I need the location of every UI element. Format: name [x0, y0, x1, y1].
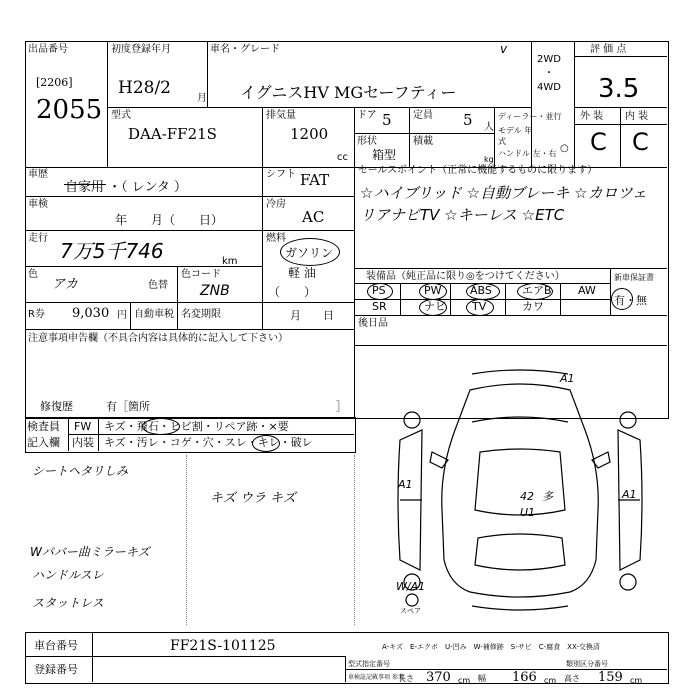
first-reg-label: 初度登録年月 [111, 44, 171, 55]
class-label: 類別区分番号 [566, 660, 608, 668]
color-change-label: 色替 [148, 280, 168, 291]
tax-label: 自動車税 [134, 309, 174, 320]
equip-tv-circle [466, 299, 494, 316]
shift-label: シフト [266, 169, 296, 180]
ref-label: 車検証記載事項 参考 [348, 674, 404, 681]
displacement-value: 1200 [290, 125, 329, 143]
inspector-row1-label: 検査員 [27, 420, 60, 433]
notes-label: 注意事項申告欄（不具合内容は具体的に記入して下さい） [28, 333, 288, 344]
delivery-label: 後日品 [358, 318, 388, 329]
exterior-label: 外 装 [580, 111, 604, 122]
height-label: 高さ [564, 674, 580, 683]
center-note: キズ ウラ キズ [210, 491, 296, 506]
diagram-label-a1-rear: A1 [560, 372, 575, 385]
exterior-grade: C [590, 128, 607, 156]
in-label: 内装 [72, 436, 94, 449]
lot-code: [2206] [36, 76, 73, 89]
car-damage-diagram [360, 360, 680, 620]
load-unit: kg [484, 155, 494, 164]
model-year-label: モデル 年式 [498, 126, 533, 146]
warranty-label: 新車保証書 [614, 273, 654, 282]
height-value: 159 [598, 670, 623, 685]
inspector-note-3: ハンドルスレ [32, 568, 104, 582]
color-code-label: 色コード [181, 269, 221, 280]
history-value: 自家用 ・（ レンタ ） [65, 180, 188, 195]
displacement-unit: cc [337, 152, 348, 163]
equip-tv: TV [472, 300, 487, 313]
history-strike [64, 184, 106, 185]
capacity-unit: 人 [484, 122, 494, 133]
equip-abs-circle [466, 283, 500, 300]
inspection-value: 年 月（ 日） [115, 213, 224, 227]
equip-navi: ナビ [424, 300, 446, 313]
color-value: アカ [52, 277, 78, 292]
inspector-note-2: Wパバー曲ミラーキズ [30, 545, 150, 559]
first-reg-value: H28/2 [118, 78, 172, 98]
score-label: 評 価 点 [590, 44, 627, 55]
in-items: キズ・汚レ・コゲ・穴・スレ・キレ・破レ [104, 436, 313, 449]
width-value: 166 [512, 670, 537, 685]
warranty-circle [611, 288, 633, 310]
fw-label: FW [74, 420, 92, 433]
car-name-mark: v [500, 42, 508, 56]
equipment-label: 装備品（純正品に限り◎をつけてください） [366, 271, 565, 282]
equip-aw: AW [578, 284, 596, 297]
chassis-label: 車台番号 [34, 639, 78, 652]
damage-legend: A-キズ E-エクボ U-凹み W-補修跡 S-サビ C-腐食 XX-交換済 [382, 643, 600, 651]
tax-period-value: 月 日 [290, 309, 334, 322]
diagram-label-wa1: W/A1 [396, 580, 426, 593]
interior-label: 内 装 [625, 111, 649, 122]
shape-value: 箱型 [372, 148, 397, 162]
fuel-gas-circle [280, 238, 340, 266]
doors-value: 5 [382, 111, 392, 129]
fw-items: キズ・飛石・ヒビ割・リペア跡・×要 [104, 420, 289, 433]
history-label: 車歴 [28, 169, 48, 180]
repair-label: 修復歴 [40, 400, 73, 413]
equip-leather: カワ [522, 300, 544, 313]
inspector-note-1: シートヘタリしみ [32, 464, 129, 478]
inspector-row2-label: 記入欄 [27, 436, 60, 449]
capacity-label: 定員 [413, 110, 433, 121]
mileage-unit: km [222, 256, 238, 267]
selling-points-line1: ☆ハイブリッド ☆自動ブレーキ ☆カロツェ [360, 184, 648, 202]
repair-close: ］ [336, 400, 347, 413]
selling-points-label: セールスポイント（正常に機能するものに限ります） [358, 165, 598, 176]
recycle-unit: 円 [117, 310, 127, 321]
score-value: 3.5 [598, 74, 640, 104]
interior-grade: C [632, 128, 649, 156]
tax-period-label: 名変期限 [181, 309, 221, 320]
fuel-gas: ガソリン [285, 246, 334, 260]
equip-abs: ABS [470, 284, 492, 297]
mileage-value: 7万5千746 [60, 239, 164, 263]
inspector-note-4: スタットレス [32, 596, 104, 610]
drive-4wd: 4WD [537, 82, 561, 93]
width-unit: cm [544, 676, 557, 685]
dealer-label: ディーラー・並行 [498, 112, 562, 121]
length-value: 370 [426, 670, 451, 685]
equip-ps: PS [372, 284, 386, 297]
chassis-value: FF21S-101125 [170, 638, 276, 654]
model-value: DAA-FF21S [128, 125, 217, 143]
fw-mark-circle [142, 418, 180, 435]
ac-value: AC [302, 208, 325, 226]
capacity-value: 5 [463, 111, 473, 129]
equip-airbag-circle [517, 283, 553, 300]
load-label: 積載 [413, 136, 433, 147]
diagram-label-42: 42 [520, 490, 534, 503]
repair-value: 有［箇所 [106, 400, 150, 413]
color-label: 色 [28, 269, 38, 280]
fuel-paren: （ ） [268, 285, 317, 299]
fuel-diesel: 軽 油 [288, 266, 316, 280]
lot-number: 2055 [36, 95, 103, 125]
color-code-value: ZNB [200, 283, 230, 299]
equip-ps-circle [367, 283, 393, 300]
width-label: 幅 [478, 674, 486, 683]
type-cert-label: 型式指定番号 [348, 660, 390, 668]
length-label: 長さ [398, 674, 414, 683]
selling-points-line2: リアナビTV ☆キーレス ☆ETC [360, 206, 565, 224]
diagram-label-a1-right: A1 [622, 488, 637, 501]
length-unit: cm [458, 676, 471, 685]
car-name: イグニスHV MGセーフティー [240, 83, 457, 102]
displacement-label: 排気量 [266, 110, 296, 121]
equip-navi-circle [419, 299, 447, 316]
damage-labels [396, 372, 637, 615]
diagram-label-a1-left: A1 [398, 478, 413, 491]
drive-dot: ・ [544, 68, 554, 79]
ac-label: 冷房 [266, 199, 286, 210]
diagram-label-spare: スペア [400, 607, 421, 615]
model-label: 型式 [111, 110, 131, 121]
mileage-label: 走行 [28, 233, 48, 244]
fuel-label: 燃料 [266, 233, 286, 244]
equip-pw: PW [424, 284, 442, 297]
equip-airbag: エアB [522, 284, 552, 297]
shape-label: 形状 [357, 136, 377, 147]
inspection-label: 車検 [28, 199, 48, 210]
lot-label: 出品番号 [28, 44, 68, 55]
diagram-label-many: 多 [542, 490, 553, 503]
diagram-label-u1: U1 [520, 506, 536, 519]
in-mark-circle [252, 435, 280, 452]
equip-sr: SR [372, 300, 387, 313]
handle-circle-mark: ○ [560, 143, 569, 154]
doors-label: ドア [357, 110, 377, 121]
equip-pw-circle [419, 283, 447, 300]
height-unit: cm [630, 676, 643, 685]
handle-label: ハンドル 左・右 [498, 149, 557, 158]
warranty-value: 有・無 [614, 294, 647, 307]
car-name-label: 車名・グレード [210, 44, 280, 55]
recycle-value: 9,030 [72, 306, 110, 321]
first-reg-suffix: 月 [197, 93, 207, 104]
registration-label: 登録番号 [34, 663, 78, 676]
recycle-label: R券 [28, 309, 45, 320]
drive-2wd: 2WD [537, 54, 561, 65]
shift-value: FAT [300, 171, 330, 189]
